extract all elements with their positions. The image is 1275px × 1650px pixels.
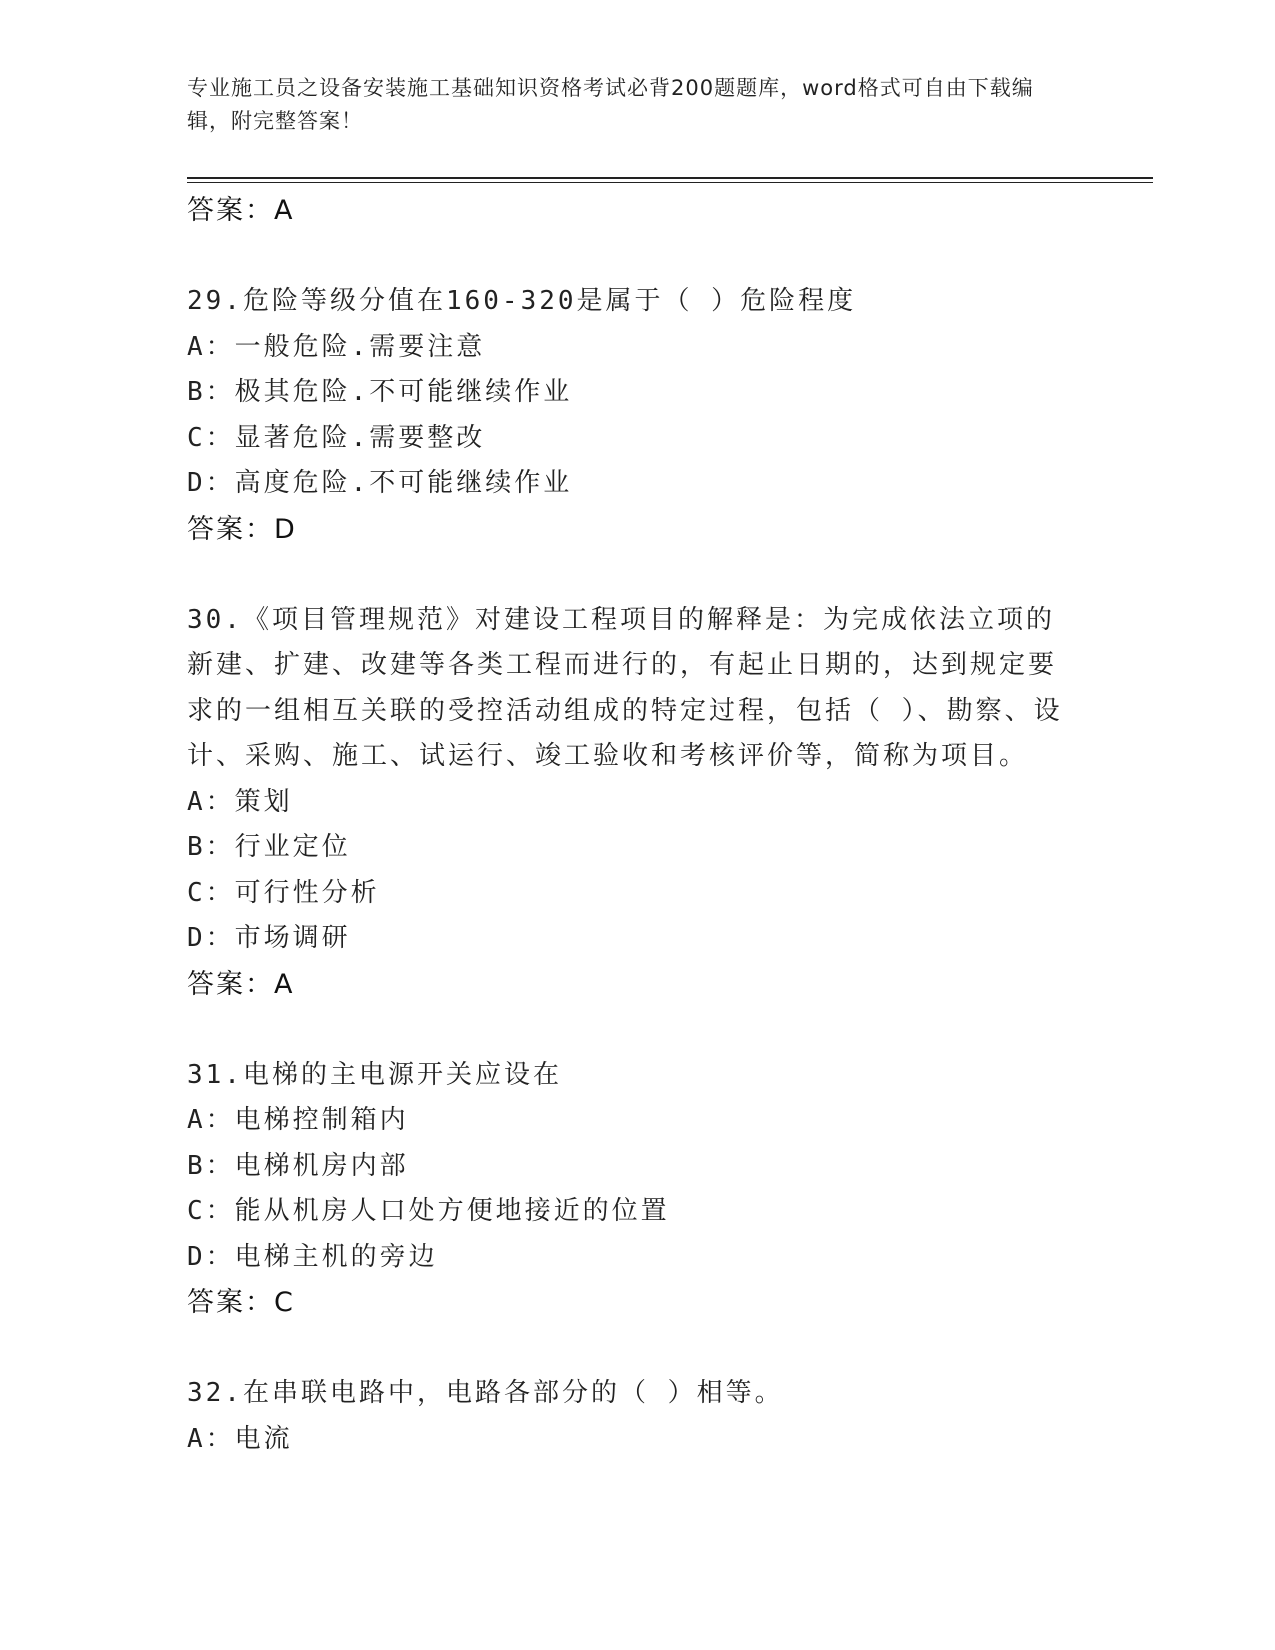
question-32: [187, 1371, 1087, 1462]
spacer: [187, 1326, 1087, 1372]
question-list: [187, 188, 1087, 1462]
question-29: [187, 279, 1087, 552]
spacer: [187, 552, 1087, 598]
document-header: 专业施工员之设备安装施工基础知识资格考试必背200题题库，word格式可自由下载编辑，附完整答案！: [187, 76, 1034, 133]
option-b: B：电梯机房内部: [187, 1150, 409, 1181]
answer-line: 答案：C: [187, 1287, 295, 1318]
option-a: A：电流: [187, 1423, 293, 1454]
question-stem: 31.电梯的主电源开关应设在: [187, 1059, 562, 1090]
header-divider-thick: [187, 177, 1153, 179]
question-31: [187, 1053, 1087, 1326]
header-divider-thin: [187, 182, 1153, 183]
question-stem: 29.危险等级分值在160-320是属于（ ）危险程度: [187, 286, 857, 316]
option-b: B：极其危险.不可能继续作业: [187, 377, 573, 407]
option-d: D：电梯主机的旁边: [187, 1241, 438, 1272]
option-a: A：一般危险.需要注意: [187, 331, 486, 362]
question-stem: 30.《项目管理规范》对建设工程项目的解释是：为完成依法立项的新建、扩建、改建等各类工程而进行的，有起止日期的，达到规定要求的一组相互关联的受控活动组成的特定过程，包括（ ）、勘察、设计、采购、施工、试运行、竣工验收和考核评价等，简称为项目。: [187, 604, 1063, 771]
option-b: B：行业定位: [187, 832, 351, 862]
answer-line: 答案：D: [187, 513, 297, 545]
spacer: [187, 234, 1087, 280]
option-c: C：显著危险.需要整改: [187, 422, 486, 453]
option-c: C：可行性分析: [187, 877, 380, 908]
previous-answer: 答案：A: [187, 195, 295, 226]
spacer: [187, 1007, 1087, 1053]
option-c: C：能从机房人口处方便地接近的位置: [187, 1196, 670, 1226]
option-d: D：高度危险.不可能继续作业: [187, 468, 573, 498]
answer-line: 答案：A: [187, 968, 295, 1000]
question-stem: 32.在串联电路中，电路各部分的（ ）相等。: [187, 1378, 784, 1408]
option-d: D：市场调研: [187, 923, 351, 953]
option-a: A：电梯控制箱内: [187, 1105, 409, 1135]
question-30: [187, 598, 1087, 1008]
option-a: A：策划: [187, 786, 293, 817]
